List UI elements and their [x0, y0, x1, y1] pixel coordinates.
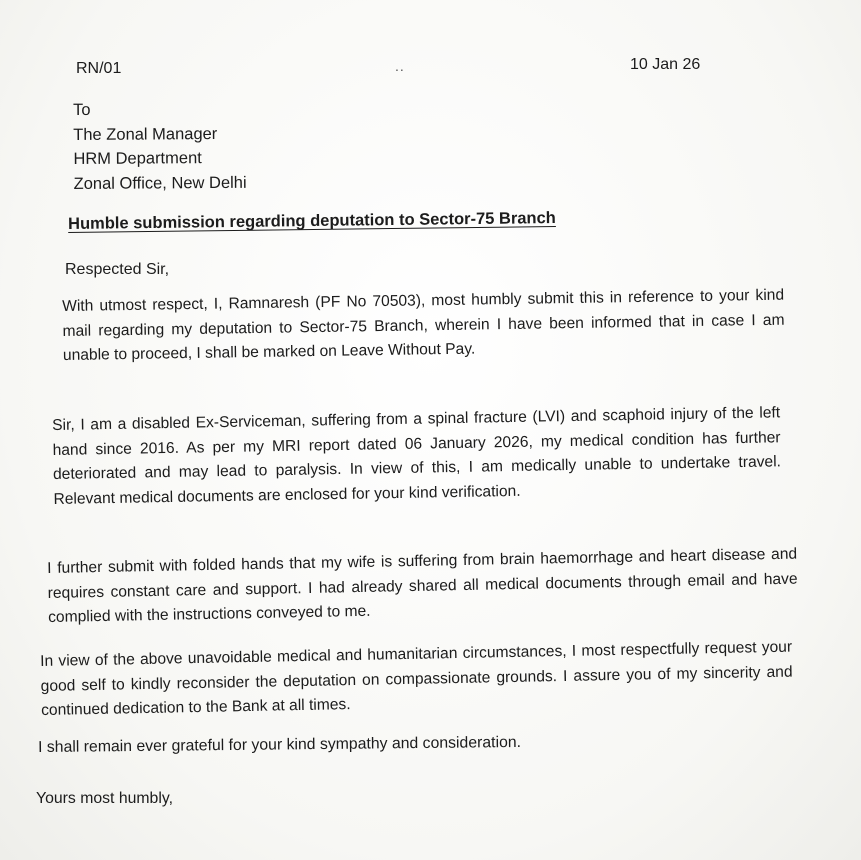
recipient-office: Zonal Office, New Delhi: [73, 173, 247, 193]
gratitude-line: I shall remain ever grateful for your kind sympathy and consideration.: [38, 733, 522, 756]
recipient-address: [73, 97, 247, 196]
paragraph-2: Sir, I am a disabled Ex-Serviceman, suffering from a spinal fracture (LVI) and scaphoid injury of the left hand since 2016. As per my MRI report dated 06 January 2026, my medical condition has further deteriorated and may lead to paralysis. In view of this, I am medically unable to undertake travel. Relevant medical documents are enclosed for your kind verification.: [52, 404, 782, 508]
paragraph-3: I further submit with folded hands that my wife is suffering from brain haemorrhage and heart disease and requires constant care and support. I had already shared all medical documents through email and have complied with the instructions conveyed to me.: [47, 545, 798, 626]
paragraph-1: With utmost respect, I, Ramnaresh (PF No 70503), most humbly submit this in reference to your kind mail regarding my deputation to Sector-75 Branch, wherein I have been informed that in case I am unable to proceed, I shall be marked on Leave Without Pay.: [62, 286, 785, 364]
paragraph-4: In view of the above unavoidable medical and humanitarian circumstances, I most respectfully request your good self to kindly reconsider the deputation on compassionate grounds. I assure you of my sincerity and continued dedication to the Bank at all times.: [40, 638, 793, 719]
recipient-department: HRM Department: [73, 149, 202, 168]
salutation: Respected Sir,: [65, 261, 170, 278]
letter-subject: Humble submission regarding deputation to Sector-75 Branch: [68, 209, 556, 233]
recipient-title: The Zonal Manager: [73, 124, 218, 144]
letter-date: 10 Jan 26: [630, 56, 701, 73]
recipient-to: To: [73, 100, 91, 119]
center-mark: ..: [395, 58, 405, 74]
closing-line: Yours most humbly,: [36, 790, 173, 807]
reference-number: RN/01: [76, 60, 122, 77]
